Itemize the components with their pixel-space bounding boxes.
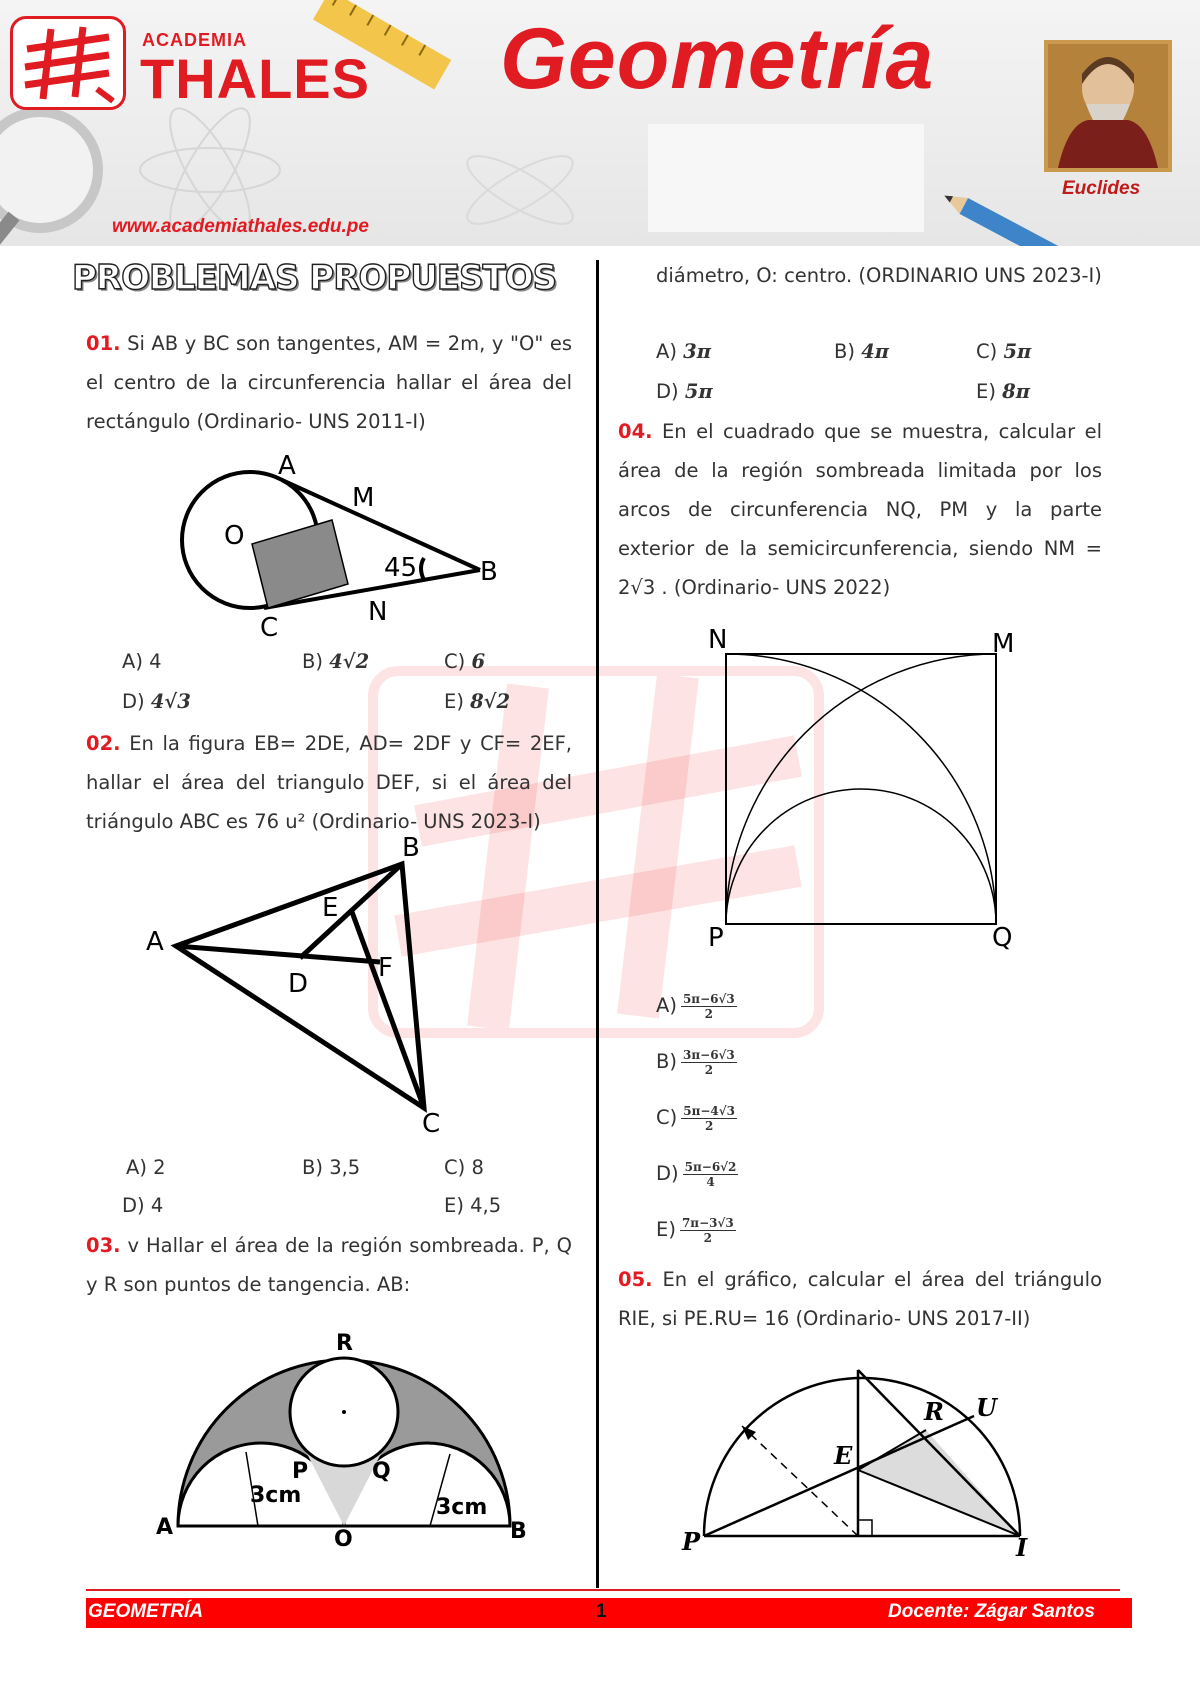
thales-logo-icon [13,19,123,107]
brand-academia: ACADEMIA [142,30,247,50]
page-title: Geometría [500,11,935,107]
option-c[interactable]: C) 8 [444,1156,484,1179]
label-3cm-right: 3cm [436,1495,488,1520]
label-n: N [368,597,388,627]
problem-05 [618,1260,1102,1338]
label-r: R [336,1331,353,1356]
section-title: PROBLEMAS PROPUESTOS [72,258,557,298]
label-b: B [480,557,498,587]
column-divider [596,260,599,1588]
option-c[interactable]: C) $\frac{5\pi-4√3}{2}$ [656,1104,736,1133]
problem-number: 05. [618,1268,653,1291]
option-d[interactable]: D) 4√3 [122,690,191,713]
label-a: A [146,927,164,957]
problem-03-continued: diámetro, O: centro. (ORDINARIO UNS 2023-I) [656,264,1102,287]
option-b[interactable]: B) 3,5 [302,1156,361,1179]
label-a: A [156,1515,174,1540]
problem-text: En la figura EB= 2DE, AD= 2DF y CF= 2EF, hallar el área del triangulo DEF, si el área del triángulo ABC es 76 u² (Ordinario- UNS 2023-I) [86,732,573,833]
academy-logo [10,16,126,110]
option-a[interactable]: A) 4 [122,650,162,673]
problem-04 [618,412,1102,607]
option-a[interactable]: A) $\frac{5\pi-6√3}{2}$ [656,992,735,1021]
figure-03 [150,1330,540,1550]
option-b[interactable]: B) $\frac{3\pi-6√3}{2}$ [656,1048,735,1077]
label-r: R [924,1397,944,1426]
problem-text: En el gráfico, calcular el área del triángulo RIE, si PE.RU= 16 (Ordinario- UNS 2017-II) [618,1268,1103,1330]
label-p: P [682,1527,701,1556]
label-i: I [1016,1533,1028,1560]
label-p: P [708,923,724,950]
label-o: O [334,1527,353,1550]
problem-number: 02. [86,732,121,755]
label-q: Q [992,923,1013,950]
option-b[interactable]: B) 4√2 [302,650,370,673]
problem-text: En el cuadrado que se muestra, calcular el área de la región sombreada limitada por los arcos de circunferencia NQ, PM y la parte exterior de la semicircunferencia, siendo NM = 2√3 . (Ordinario- UNS 2022) [618,420,1102,599]
option-e[interactable]: E) 8√2 [444,690,511,713]
label-e: E [322,893,339,923]
label-c: C [260,613,279,640]
label-m: M [352,483,375,513]
label-m: M [992,629,1015,659]
problem-number: 03. [86,1234,121,1257]
label-n: N [708,625,728,655]
footer-subject: GEOMETRÍA [88,1601,204,1622]
label-b: B [510,1519,527,1544]
portrait-caption: Euclides [1062,178,1141,199]
portrait-image [1048,44,1168,168]
label-u: U [976,1393,997,1422]
problem-text: Si AB y BC son tangentes, AM = 2m, y "O" es el centro de la circunferencia hallar el área del rectángulo (Ordinario- UNS 2011-I) [86,332,572,433]
option-e[interactable]: E) 8π [976,380,1030,403]
brand-thales: THALES [140,47,370,110]
page-header [0,0,1200,246]
option-e[interactable]: E) $\frac{7\pi-3√3}{2}$ [656,1216,734,1245]
website-link[interactable]: www.academiathales.edu.pe [112,216,369,237]
figure-01 [172,440,512,640]
label-a: A [278,451,296,481]
problem-03 [86,1226,572,1304]
option-a[interactable]: A) 2 [126,1156,166,1179]
problem-02 [86,724,572,841]
option-a[interactable]: A) 3π [656,340,711,363]
label-o: O [224,521,245,551]
label-3cm-left: 3cm [250,1483,302,1508]
euclides-portrait [1044,40,1172,172]
option-d[interactable]: D) $\frac{5\pi-6√2}{4}$ [656,1160,737,1189]
problem-01 [86,324,572,441]
label-d: D [288,969,309,999]
figure-05 [676,1360,1056,1560]
option-c[interactable]: C) 5π [976,340,1032,363]
label-q: Q [372,1459,391,1484]
blank-box [648,124,924,232]
problem-text: v Hallar el área de la región sombreada. P, Q y R son puntos de tangencia. AB: [86,1234,572,1296]
option-d[interactable]: D) 5π [656,380,713,403]
option-e[interactable]: E) 4,5 [444,1194,502,1217]
page-number: 1 [596,1601,607,1622]
option-c[interactable]: C) 6 [444,650,486,673]
option-b[interactable]: B) 4π [834,340,890,363]
label-e: E [834,1441,853,1470]
problem-number: 01. [86,332,121,355]
figure-02 [140,836,460,1136]
option-d[interactable]: D) 4 [122,1194,164,1217]
footer-line [86,1589,1120,1591]
label-f: F [378,953,393,983]
footer-teacher: Docente: Zágar Santos [888,1601,1095,1622]
problem-number: 04. [618,420,653,443]
label-b: B [402,836,420,863]
label-45: 45 [384,553,418,583]
label-p: P [292,1459,309,1484]
figure-04 [700,620,1030,950]
label-c: C [422,1109,441,1136]
